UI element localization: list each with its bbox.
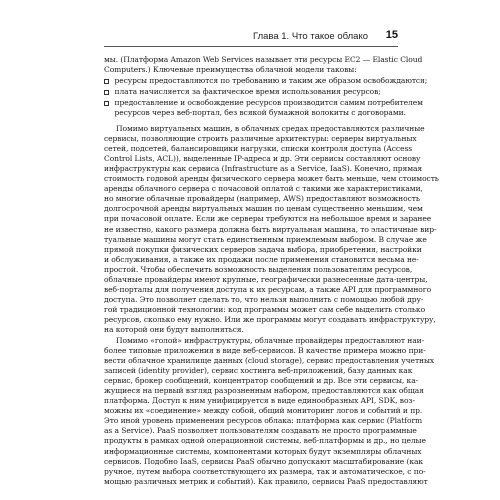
text-line: информационные системы, компонентами которых будут экземпляры облачных <box>104 446 422 456</box>
bullet-list <box>104 76 428 118</box>
text-line: сервисы, позволяющие строить различные архитектуры: серверы виртуальных <box>104 133 417 143</box>
text-line: веб-порталы для получения доступа к их ресурсам, а также API для программного <box>104 285 432 295</box>
text-line: и обслуживания, а также их продажи после применения становится весьма не- <box>104 254 419 264</box>
text-line: долгосрочной аренды виртуальных машин по ценам существенно меньшим, чем <box>104 204 423 214</box>
text-line: туальные машины могут стать единственным приемлемым выбором. В случае же <box>104 234 427 244</box>
text-line: продукты в рамках одной операционной системы, веб-платформы и др., но целые <box>104 436 426 446</box>
text-line: гой традиционной технологии: код программы может сам себе выделить столько <box>104 305 426 315</box>
text-line: мощью различных метрик и событий). Как правило, сервисы PaaS предоставляют <box>104 476 428 486</box>
text-line: при почасовой оплате. Если же серверы требуются на небольшое время и заранее <box>104 214 432 224</box>
text-line: аренды облачного сервера с почасовой оплатой с такими же характеристиками, <box>104 184 423 194</box>
text-line: более типовые приложения в виде веб-сервисов. В качестве примера можно при- <box>104 345 426 355</box>
intro-paragraph <box>104 55 423 75</box>
text-line: доступа. Это позволяет сделать то, что нельзя выполнить с помощью любой дру- <box>104 295 424 305</box>
text-line: сетей, подсетей, балансировщики нагрузки, списки контроля доступа (Access <box>104 143 413 153</box>
text-line: на которой они будут выполняться. <box>104 325 244 335</box>
text-line: платформа. Доступ к ним унифицируется в виде единообразных API, SDK, воз- <box>104 396 415 406</box>
text-line: предоставление и освобождение ресурсов производится самим потребителем <box>114 98 423 108</box>
square-bullet-icon <box>104 79 109 84</box>
text-line: as a Service). PaaS позволяет пользователям создавать не просто программные <box>104 426 417 436</box>
text-line: плата начисляется за фактическое время использования ресурсов; <box>114 87 381 97</box>
bullet-item <box>104 87 398 97</box>
text-line: ручное, путем выбора соответствующего их размера, так и автоматическое, с по- <box>104 466 426 476</box>
text-line: жущиеся на первый взгляд разрозненным набором, предоставляются как общая <box>104 386 424 395</box>
text-line: ресурсов через веб-портал, без всякой бумажной волокиты с договорами. <box>114 108 406 118</box>
text-line: Это иной уровень применения ресурсов облака: платформа как сервис (Platform <box>104 416 423 426</box>
bullet-item <box>104 76 428 86</box>
chapter-title: Глава 1. Что такое облако <box>252 31 368 42</box>
text-line: но многие облачные провайдеры (например, AWS) предоставляют возможность <box>104 194 420 204</box>
paragraph-platform <box>104 335 435 487</box>
text-line: сервис, брокер сообщений, концентратор сообщений и др. Все эти сервисы, ка- <box>104 375 419 385</box>
text-line: записей (identity provider), сервис хостинга веб-приложений, базу данных как <box>104 365 413 375</box>
text-line: простой. Чтобы обеспечить возможность выделения пользователям ресурсов, <box>104 264 413 274</box>
text-line: сервисов. Подобно IaaS, сервисы PaaS обычно допускают масштабирование (как <box>104 456 424 466</box>
text-line: Помимо виртуальных машин, в облачных средах предоставляются различные <box>116 123 425 133</box>
text-line: инфраструктуры как сервиса (Infrastructure as a Service, IaaS). Конечно, прямая <box>104 163 423 173</box>
text-line: ресурсов, сколько ему нужно. Или же программы могут создавать инфраструктуру, <box>104 315 436 325</box>
text-line: облачные провайдеры имеют крупные, географически разнесенные дата-центры, <box>104 274 428 284</box>
text-line: прямой покупки физических серверов задача выбора, приобретения, настройки <box>104 244 422 254</box>
text-line: можны их «соединение» между собой, общий мониторинг логов и событий и пр. <box>104 406 423 416</box>
text-line: Computers.) Ключевые преимущества облачной модели таковы: <box>104 65 357 75</box>
text-line: мы. (Платформа Amazon Web Services называет эти ресурсы EC2 — Elastic Cloud <box>104 55 423 64</box>
text-line: не известно, какого размера должна быть виртуальная машина, то эластичные вир- <box>104 224 437 234</box>
text-line: вести облачное хранилище данных (cloud storage), сервис предоставления учетных <box>104 355 435 365</box>
paragraph-infrastructure <box>104 123 439 336</box>
running-header <box>104 30 398 47</box>
square-bullet-icon <box>104 101 109 106</box>
bullet-item <box>104 98 423 118</box>
page-number: 15 <box>385 29 398 41</box>
text-line: Помимо «голой» инфраструктуры, облачные провайдеры предоставляют наи- <box>116 335 425 345</box>
body-text <box>104 55 439 487</box>
square-bullet-icon <box>104 90 109 95</box>
text-line: Control Lists, ACL)), выделенные IP-адреса и др. Эти сервисы составляют основу <box>104 153 421 163</box>
text-line: ресурсы предоставляются по требованию и таким же образом освобождаются; <box>114 76 428 86</box>
text-line: стоимость годовой аренды физического сервера может быть меньше, чем стоимость <box>104 174 439 184</box>
